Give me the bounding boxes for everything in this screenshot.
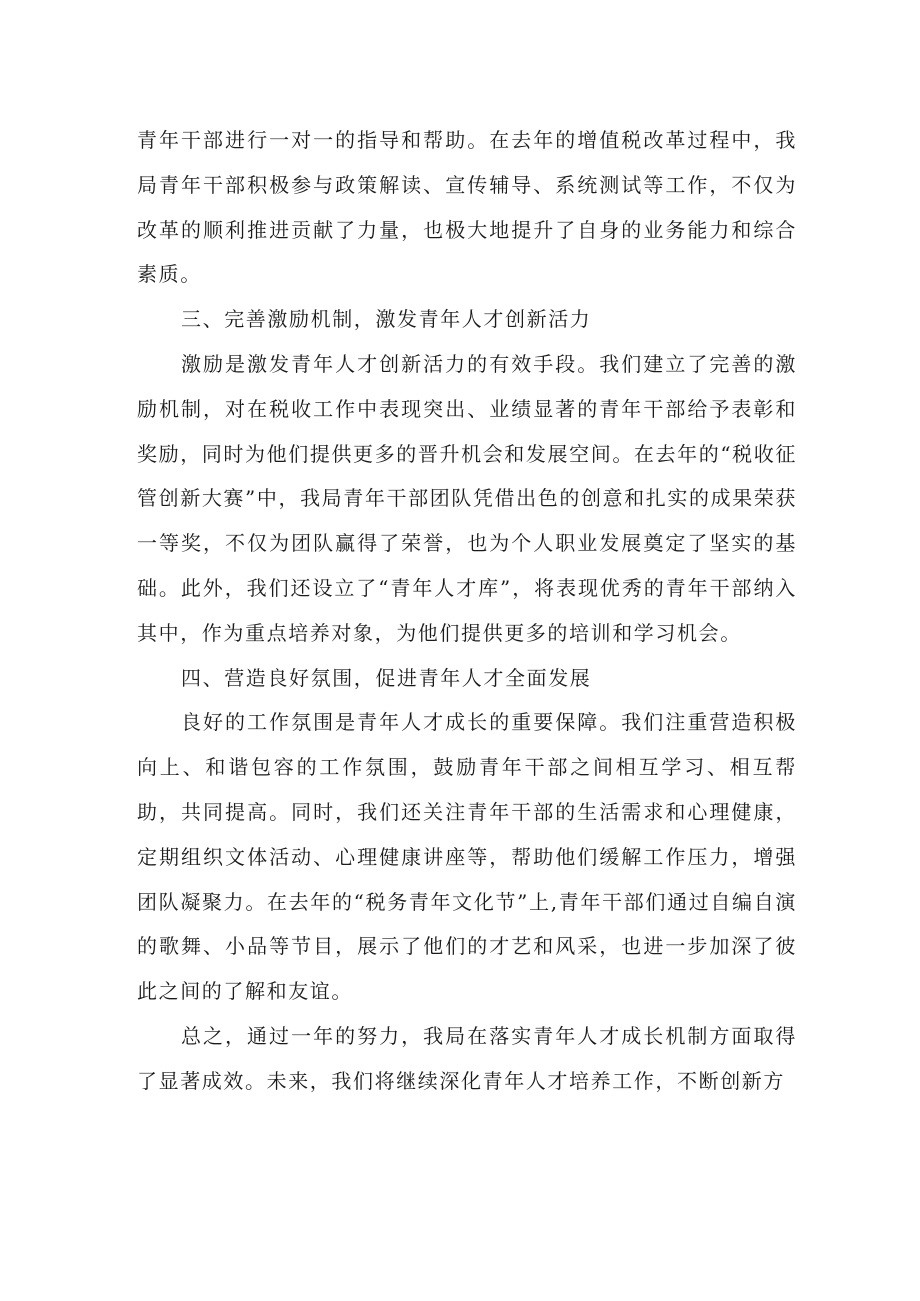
section-heading-3: 三、完善激励机制，激发青年人才创新活力 <box>181 307 592 332</box>
paragraph-continued: 青年干部进行一对一的指导和帮助。在去年的增值税改革过程中，我局青年干部积极参与政策解读、宣传辅导、系统测试等工作，不仅为改革的顺利推进贡献了力量，也极大地提升了自身的业务能力和综合素质。 <box>137 128 797 287</box>
paragraph-summary: 总之，通过一年的努力，我局在落实青年人才成长机制方面取得了显著成效。未来，我们将继续深化青年人才培养工作，不断创新方 <box>137 1023 797 1093</box>
document-body <box>137 118 797 1104</box>
section-heading-4: 四、营造良好氛围，促进青年人才全面发展 <box>181 665 592 690</box>
paragraph-incentive: 激励是激发青年人才创新活力的有效手段。我们建立了完善的激励机制，对在税收工作中表现突出、业绩显著的青年干部给予表彰和奖励，同时为他们提供更多的晋升机会和发展空间。在去年的“税收征管创新大赛”中，我局青年干部团队凭借出色的创意和扎实的成果荣获一等奖，不仅为团队赢得了荣誉，也为个人职业发展奠定了坚实的基础。此外，我们还设立了“青年人才库”，将表现优秀的青年干部纳入其中，作为重点培养对象，为他们提供更多的培训和学习机会。 <box>137 351 797 645</box>
paragraph-atmosphere: 良好的工作氛围是青年人才成长的重要保障。我们注重营造积极向上、和谐包容的工作氛围，鼓励青年干部之间相互学习、相互帮助，共同提高。同时，我们还关注青年干部的生活需求和心理健康，定期组织文体活动、心理健康讲座等，帮助他们缓解工作压力，增强团队凝聚力。在去年的“税务青年文化节”上,青年干部们通过自编自演的歌舞、小品等节目，展示了他们的才艺和风采，也进一步加深了彼此之间的了解和友谊。 <box>137 710 797 1004</box>
